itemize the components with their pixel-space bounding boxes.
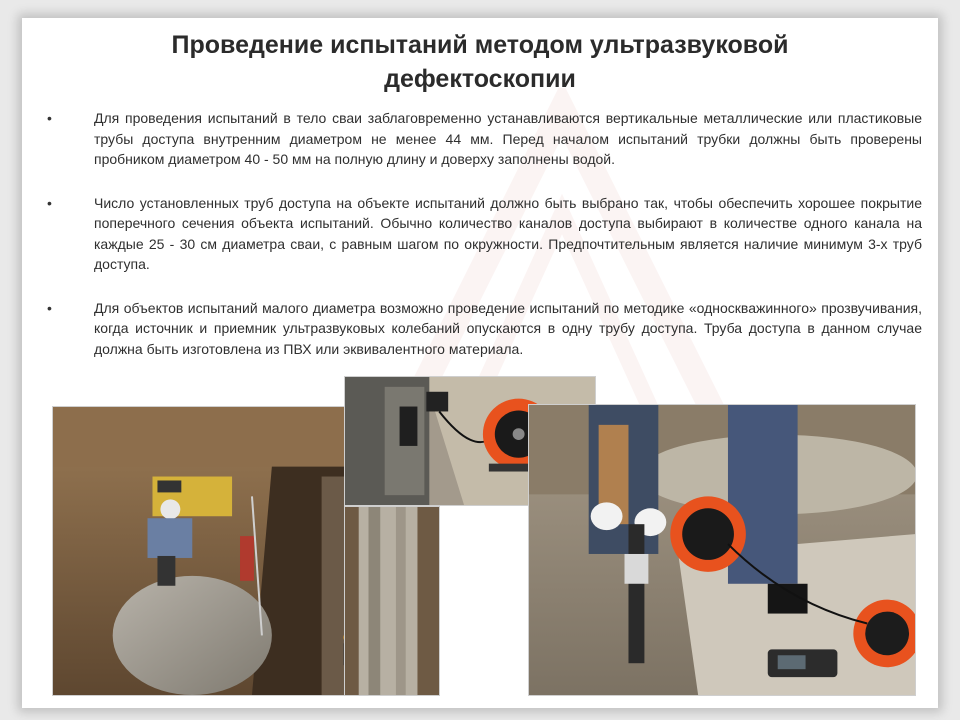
bullet-marker: • [47, 194, 52, 211]
slide [22, 18, 938, 708]
pile-tube-image [345, 507, 439, 695]
bullet-text: Для объектов испытаний малого диаметра возможно проведение испытаний по методике «односкважинного» прозвучивания, когда источник и приемник ультразвуковых колебаний опускаются в одну трубу доступа. Труба доступа в данном случае должна быть изготовлена из ПВХ или эквивалентного материала. [94, 299, 922, 357]
bullet-item [42, 298, 922, 360]
page-title [22, 28, 938, 96]
title-line-2: дефектоскопии [384, 65, 576, 93]
title-line-1: Проведение испытаний методом ультразвуковой [171, 31, 789, 59]
bullet-item [42, 108, 922, 170]
operator-testing-image [529, 405, 915, 695]
pile-tube-photo [344, 506, 440, 696]
operator-testing-photo [528, 404, 916, 696]
bullet-item [42, 193, 922, 275]
bullet-marker: • [47, 299, 52, 316]
bullet-list [42, 108, 922, 382]
bullet-text: Число установленных труб доступа на объекте испытаний должно быть выбрано так, чтобы обеспечить хорошее покрытие поперечного сечения объекта испытаний. Обычно количество каналов доступа выбирают в количестве одного канала на каждые 25 - 30 см диаметра сваи, с равным шагом по окружности. Предпочтительным является наличие минимум 3-х труб доступа. [94, 194, 922, 272]
bullet-marker: • [47, 110, 52, 126]
bullet-text: Для проведения испытаний в тело сваи заблаговременно устанавливаются вертикальные металлические или пластиковые трубы доступа внутренним диаметром не менее 44 мм. Перед началом испытаний трубки должны быть проверены пробником диаметром 40 - 50 мм на полную длину и доверху заполнены водой. [94, 110, 922, 167]
watermark-logo-icon [871, 655, 916, 696]
